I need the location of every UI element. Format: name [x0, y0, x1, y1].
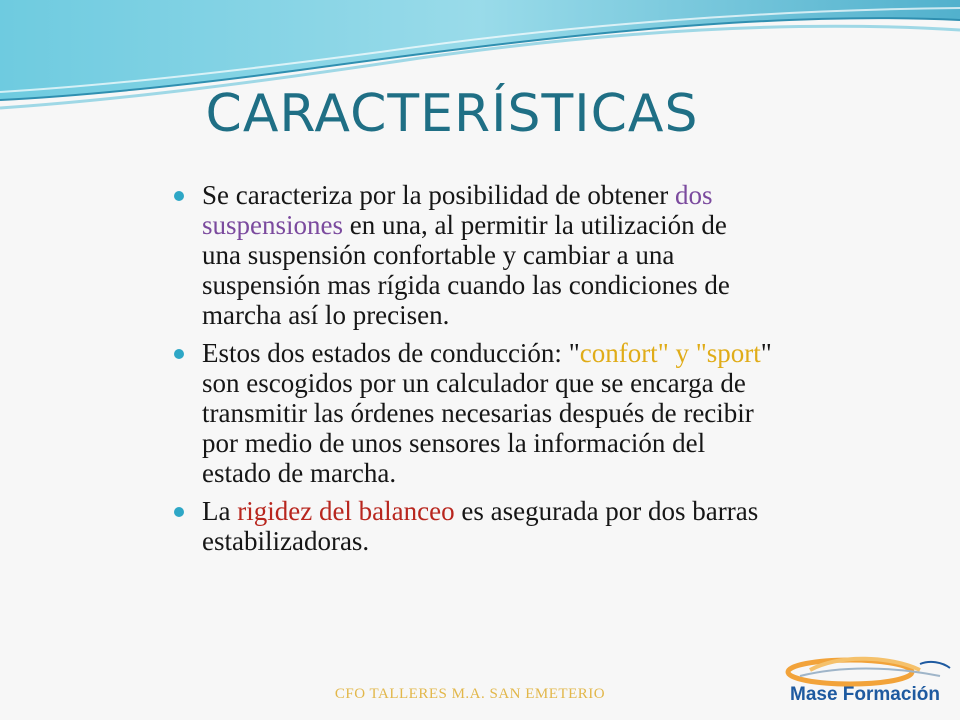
bullet-text: Se caracteriza por la posibilidad de obtener dos suspensiones en una, al permitir la utilización de una suspensión confortable y cambiar a una suspensión mas rígida cuando las condiciones de marcha así lo precisen.: [202, 180, 730, 330]
logo-text: Mase Formación: [790, 684, 940, 705]
slide-footer: CFO TALLERES M.A. SAN EMETERIO: [334, 686, 606, 702]
bullet-item: [172, 496, 772, 556]
bullet-dot-icon: [174, 349, 184, 359]
bullet-text: La rigidez del balanceo es asegurada por dos barras estabilizadoras.: [202, 496, 759, 556]
bullet-dot-icon: [174, 507, 184, 517]
bullet-dot-icon: [174, 191, 184, 201]
bullet-text: Estos dos estados de conducción: "confort" y "sport" son escogidos por un calculador que se encarga de transmitir las órdenes necesarias después de recibir por medio de unos sensores la información del estado de marcha.: [202, 338, 772, 488]
bullet-item: [172, 180, 772, 330]
bullet-item: [172, 338, 772, 488]
slide-title: CARACTERÍSTICAS: [205, 84, 699, 144]
bullet-list: [172, 180, 772, 564]
